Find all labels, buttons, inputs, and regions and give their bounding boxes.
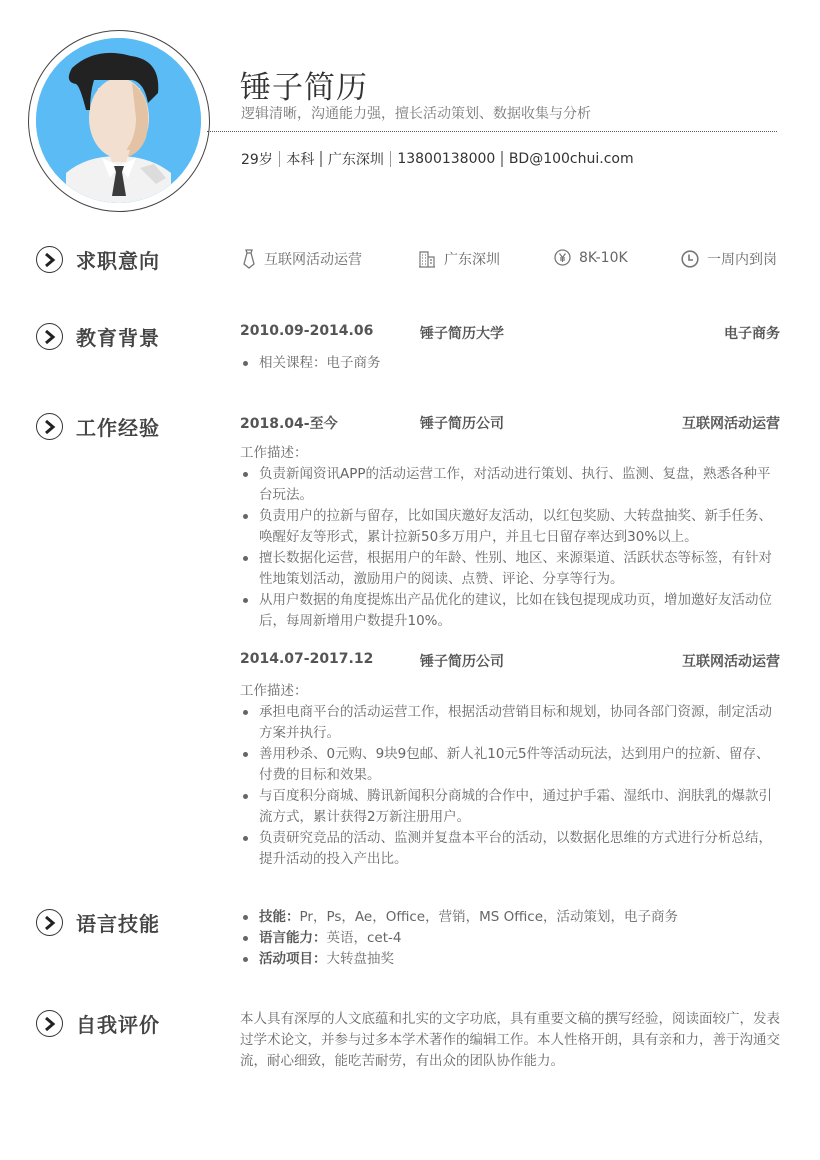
list-item: 从用户数据的角度提炼出产品优化的建议，比如在钱包提现成功页，增加邀好友活动位后，每周新增用户数提升10%。 (240, 590, 782, 632)
section-education-heading (36, 322, 160, 351)
list-item: 与百度积分商城、腾讯新闻积分商城的合作中，通过护手霜、湿纸巾、润肤乳的爆款引流方式，累计获得2万新注册用户。 (240, 786, 782, 828)
clock-icon (681, 250, 699, 268)
contact-location: 广东深圳 (327, 152, 384, 168)
list-item (240, 928, 782, 949)
section-title: 求职意向 (76, 249, 160, 273)
contact-age: 29岁 (241, 152, 273, 168)
education-major: 电子商务 (724, 326, 780, 342)
section-title: 教育背景 (76, 326, 160, 350)
skills-list (240, 907, 782, 970)
list-item: 擅长数据化运营，根据用户的年龄、性别、地区、来源渠道、活跃状态等标签，有针对性地策划活动，激励用户的阅读、点赞、评论、分享等行为。 (240, 548, 782, 590)
section-self-heading (36, 1009, 160, 1038)
contact-email: BD@100chui.com (508, 151, 634, 167)
section-title: 语言技能 (76, 912, 160, 936)
section-intent-heading (36, 245, 160, 274)
education-details (240, 353, 782, 374)
list-item: 承担电商平台的活动运营工作，根据活动营销目标和规划，协同各部门资源，制定活动方案并执行。 (240, 702, 782, 744)
list-item: 相关课程：电子商务 (240, 353, 782, 374)
candidate-name: 锤子简历 (240, 70, 368, 106)
education-school: 锤子简历大学 (420, 326, 504, 342)
job-period: 2014.07-2017.12 (240, 651, 374, 667)
section-title: 工作经验 (76, 416, 160, 440)
intent-salary-label: 8K-10K (579, 249, 628, 266)
list-item (240, 907, 782, 928)
skill-value: 英语，cet-4 (326, 930, 402, 946)
job-desc-label: 工作描述： (240, 683, 308, 699)
job-role: 互联网活动运营 (682, 416, 780, 432)
section-skills-heading (36, 908, 160, 937)
skill-value: Pr，Ps，Ae，Office，营销，MS Office，活动策划，电子商务 (299, 909, 679, 925)
job-company: 锤子简历公司 (420, 654, 504, 670)
intent-salary (554, 249, 628, 266)
education-period: 2010.09-2014.06 (240, 323, 374, 339)
list-item: 负责研究竞品的活动、监测并复盘本平台的活动，以数据化思维的方式进行分析总结，提升活动的投入产出比。 (240, 828, 782, 870)
job-role: 互联网活动运营 (682, 654, 780, 670)
intent-availability (681, 249, 777, 269)
section-title: 自我评价 (76, 1013, 160, 1037)
intent-availability-label: 一周内到岗 (707, 252, 777, 268)
skill-label: 语言能力： (259, 930, 327, 946)
separator (279, 151, 281, 167)
chevron-right-icon (36, 323, 63, 350)
yen-icon (554, 249, 571, 266)
intent-city-label: 广东深圳 (444, 252, 500, 268)
contact-info (241, 149, 634, 169)
job-description (240, 681, 782, 870)
separator (320, 151, 322, 167)
chevron-right-icon (36, 909, 63, 936)
job-description (240, 443, 782, 632)
intent-position-label: 互联网活动运营 (264, 252, 362, 268)
intent-position (242, 249, 362, 269)
tie-icon (242, 249, 256, 269)
list-item (240, 949, 782, 970)
building-icon (418, 250, 436, 268)
chevron-right-icon (36, 413, 63, 440)
separator (390, 151, 392, 167)
chevron-right-icon (36, 246, 63, 273)
intent-city (418, 249, 500, 269)
job-period: 2018.04-至今 (240, 416, 338, 432)
job-desc-label: 工作描述： (240, 445, 308, 461)
job-company: 锤子简历公司 (420, 416, 504, 432)
contact-degree: 本科 (286, 152, 315, 168)
tagline: 逻辑清晰，沟通能力强，擅长活动策划、数据收集与分析 (241, 106, 591, 122)
avatar (28, 30, 210, 212)
section-work-heading (36, 412, 160, 441)
skill-label: 技能： (259, 909, 300, 925)
list-item: 负责新闻资讯APP的活动运营工作，对活动进行策划、执行、监测、复盘，熟悉各种平台玩法。 (240, 464, 782, 506)
separator (501, 151, 503, 167)
skill-value: 大转盘抽奖 (326, 951, 394, 967)
list-item: 负责用户的拉新与留存，比如国庆邀好友活动，以红包奖励、大转盘抽奖、新手任务、唤醒好友等形式，累计拉新50多万用户，并且七日留存率达到30%以上。 (240, 506, 782, 548)
contact-phone: 13800138000 (397, 151, 496, 167)
skill-label: 活动项目： (259, 951, 327, 967)
self-evaluation-text: 本人具有深厚的人文底蕴和扎实的文字功底，具有重要文稿的撰写经验，阅读面较广，发表过学术论文，并参与过多本学术著作的编辑工作。本人性格开朗，具有亲和力，善于沟通交流，耐心细致，能吃苦耐劳，有出众的团队协作能力。 (240, 1011, 780, 1069)
list-item: 善用秒杀、0元购、9块9包邮、新人礼10元5件等活动玩法，达到用户的拉新、留存、付费的目标和效果。 (240, 744, 782, 786)
header-divider (207, 131, 777, 132)
chevron-right-icon (36, 1010, 63, 1037)
avatar-illustration (36, 38, 201, 203)
